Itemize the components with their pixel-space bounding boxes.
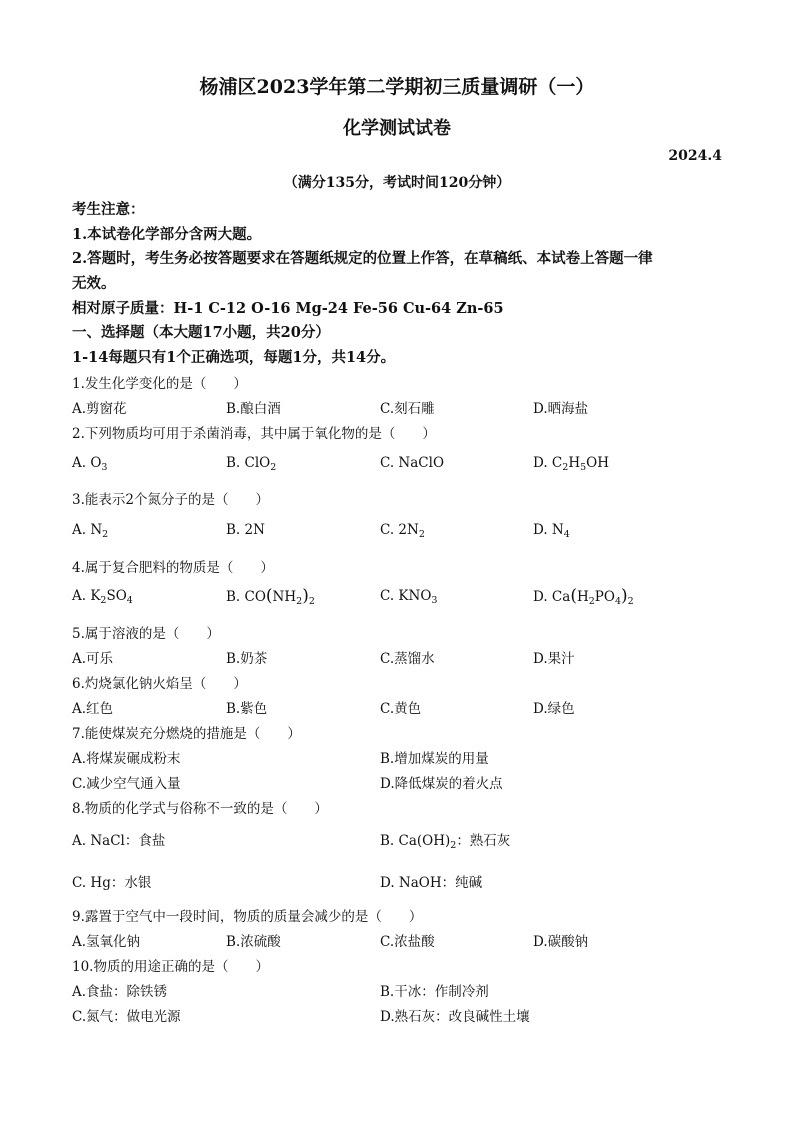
question-stem: 9.露置于空气中一段时间，物质的质量会减少的是（ ） xyxy=(72,909,423,925)
option-d: D.熟石灰：改良碱性土壤 xyxy=(380,1009,530,1025)
question-stem: 5.属于溶液的是（ ） xyxy=(72,626,220,642)
notice-item-1: 1.本试卷化学部分含两大题。 xyxy=(72,226,262,243)
option-b: B.干冰：作制冷剂 xyxy=(380,984,489,1000)
option-b: B.浓硫酸 xyxy=(226,934,281,950)
question-stem: 4.属于复合肥料的物质是（ ） xyxy=(72,560,274,576)
question-stem: 2.下列物质均可用于杀菌消毒，其中属于氧化物的是（ ） xyxy=(72,426,436,442)
option-d: D. $N_4$ xyxy=(533,522,570,540)
option-d: D.绿色 xyxy=(533,701,575,717)
option-b: B. ClO$_2$ xyxy=(226,455,277,473)
question-stem: 6.灼烧氯化钠火焰呈（ ） xyxy=(72,676,247,692)
option-a: A.食盐：除铁锈 xyxy=(72,984,168,1000)
option-b: B. $Ca(OH)_2$：熟石灰 xyxy=(380,833,511,851)
option-c: C.刻石雕 xyxy=(380,401,435,417)
exam-info: （满分135分，考试时间120分钟） xyxy=(283,175,511,191)
option-d: D. NaOH：纯碱 xyxy=(380,875,483,891)
question-stem: 8.物质的化学式与俗称不一致的是（ ） xyxy=(72,801,328,817)
option-b: B. $CO(NH_2)_2$ xyxy=(226,586,315,607)
option-d: D.降低煤炭的着火点 xyxy=(380,776,503,792)
option-c: C.浓盐酸 xyxy=(380,934,435,950)
option-c: C. $2N_2$ xyxy=(380,522,425,540)
question-stem: 3.能表示2个氮分子的是（ ） xyxy=(72,492,269,508)
section-instructions: 1-14每题只有1个正确选项，每题1分，共14分。 xyxy=(72,349,396,366)
option-c: C.黄色 xyxy=(380,701,422,717)
option-b: B.酿白酒 xyxy=(226,401,281,417)
option-a: A. $K_2SO_4$ xyxy=(72,588,133,606)
option-c: C. Hg：水银 xyxy=(72,875,152,891)
question-stem: 1.发生化学变化的是（ ） xyxy=(72,376,247,392)
option-d: D. $Ca(H_2PO_4)_2$ xyxy=(533,586,634,607)
option-d: D.碳酸钠 xyxy=(533,934,589,950)
option-a: A.氢氧化钠 xyxy=(72,934,141,950)
option-c: C. NaClO xyxy=(380,455,445,471)
option-c: C.蒸馏水 xyxy=(380,651,435,667)
atomic-mass-line: 相对原子质量：H-1 C-12 O-16 Mg-24 Fe-56 Cu-64 Zn-65 xyxy=(72,300,504,317)
notice-item-2-cont: 无效。 xyxy=(72,275,116,292)
option-d: D.晒海盐 xyxy=(533,401,589,417)
option-d: D. $C_2H_5OH$ xyxy=(533,455,609,473)
section-title: 一、选择题（本大题17小题，共20分） xyxy=(72,324,330,341)
option-a: A. $O_3$ xyxy=(72,455,108,473)
option-c: C.氮气：做电光源 xyxy=(72,1009,181,1025)
option-b: B.增加煤炭的用量 xyxy=(380,751,489,767)
option-c: C.减少空气通入量 xyxy=(72,776,181,792)
option-b: B. 2N xyxy=(226,522,265,538)
option-a: A.可乐 xyxy=(72,651,114,667)
page-subtitle: 化学测试试卷 xyxy=(343,118,451,139)
notice-item-2: 2.答题时，考生务必按答题要求在答题纸规定的位置上作答，在草稿纸、本试卷上答题一律 xyxy=(72,250,653,267)
option-a: A.红色 xyxy=(72,701,114,717)
question-stem: 7.能使煤炭充分燃烧的措施是（ ） xyxy=(72,726,301,742)
question-stem: 10.物质的用途正确的是（ ） xyxy=(72,959,269,975)
option-d: D.果汁 xyxy=(533,651,575,667)
page-title: 杨浦区2023学年第二学期初三质量调研（一） xyxy=(199,76,595,98)
option-a: A.剪窗花 xyxy=(72,401,127,417)
notice-heading: 考生注意： xyxy=(72,201,145,218)
option-b: B.奶茶 xyxy=(226,651,268,667)
option-a: A. NaCl：食盐 xyxy=(72,833,166,849)
exam-date: 2024.4 xyxy=(668,148,722,164)
option-b: B.紫色 xyxy=(226,701,268,717)
option-a: A. $N_2$ xyxy=(72,522,109,540)
option-c: C. $KNO_3$ xyxy=(380,588,438,606)
option-a: A.将煤炭碾成粉末 xyxy=(72,751,181,767)
